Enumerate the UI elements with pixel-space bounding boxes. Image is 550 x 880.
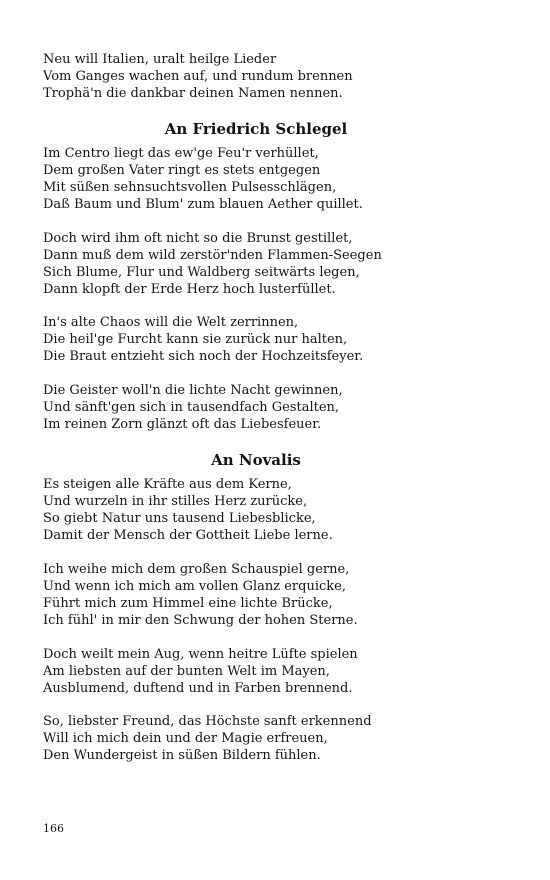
intro-stanza <box>43 51 513 102</box>
page-body <box>43 51 513 781</box>
poem-line: Ich fühl' in mir den Schwung der hohen Sterne. <box>43 612 358 628</box>
poem-line: So, liebster Freund, das Höchste sanft erkennend <box>43 714 372 730</box>
poem-line: Mit süßen sehnsuchtsvollen Pulsesschlägen, <box>43 179 337 195</box>
poem-line: Im Centro liegt das ew'ge Feu'r verhüllet, <box>43 145 319 161</box>
poem-line: So giebt Natur uns tausend Liebesblicke, <box>43 510 316 526</box>
poem-line: Damit der Mensch der Gottheit Liebe lerne. <box>43 527 333 543</box>
stanza <box>43 382 513 433</box>
poem-line: Daß Baum und Blum' zum blauen Aether quillet. <box>43 196 363 212</box>
poem-line: Die heil'ge Furcht kann sie zurück nur halten, <box>43 332 348 348</box>
poem-line: Trophä'n die dankbar deinen Namen nennen. <box>43 86 343 101</box>
poem-title-novalis: An Novalis <box>211 450 301 469</box>
poem-line: Doch weilt mein Aug, wenn heitre Lüfte spielen <box>43 646 358 662</box>
stanza <box>43 230 513 298</box>
poem-line: Führt mich zum Himmel eine lichte Brücke, <box>43 595 333 611</box>
stanza <box>43 145 513 213</box>
stanza <box>43 646 513 697</box>
stanza <box>43 713 513 764</box>
poem-title-schlegel: An Friedrich Schlegel <box>164 119 348 138</box>
poem-line: Sich Blume, Flur und Waldberg seitwärts legen, <box>43 264 360 280</box>
poem-line: Ausblumend, duftend und in Farben brennend. <box>43 680 353 696</box>
page-number: 166 <box>43 822 64 835</box>
stanza <box>43 561 513 629</box>
poem-line: Und wenn ich mich am vollen Glanz erquicke, <box>43 578 346 594</box>
poem-line: Vom Ganges wachen auf, und rundum brennen <box>43 69 353 84</box>
poem-line: Am liebsten auf der bunten Welt im Mayen, <box>43 663 330 679</box>
poem-line: Die Geister woll'n die lichte Nacht gewinnen, <box>43 383 343 399</box>
poem-line: Dann klopft der Erde Herz hoch lusterfüllet. <box>43 281 336 297</box>
poem-line: Den Wundergeist in süßen Bildern fühlen. <box>43 748 321 764</box>
poem-line: Im reinen Zorn glänzt oft das Liebesfeuer. <box>43 417 322 433</box>
poem-line: Ich weihe mich dem großen Schauspiel gerne, <box>43 561 350 577</box>
stanza <box>43 314 513 365</box>
poem-line: Will ich mich dein und der Magie erfreuen, <box>43 731 328 747</box>
poem-line: Die Braut entzieht sich noch der Hochzeitsfeyer. <box>43 349 364 365</box>
poem-line: Dem großen Vater ringt es stets entgegen <box>43 162 321 178</box>
poem-line: Dann muß dem wild zerstör'nden Flammen-Seegen <box>43 247 382 263</box>
poem-line: Und wurzeln in ihr stilles Herz zurücke, <box>43 493 308 509</box>
poem-line: Und sänft'gen sich in tausendfach Gestalten, <box>43 400 340 416</box>
poem-line: Es steigen alle Kräfte aus dem Kerne, <box>43 476 292 492</box>
poem-line: In's alte Chaos will die Welt zerrinnen, <box>43 315 299 331</box>
poem-line: Doch wird ihm oft nicht so die Brunst gestillet, <box>43 230 353 246</box>
poem-line: Neu will Italien, uralt heilge Lieder <box>43 52 277 67</box>
stanza <box>43 476 513 544</box>
